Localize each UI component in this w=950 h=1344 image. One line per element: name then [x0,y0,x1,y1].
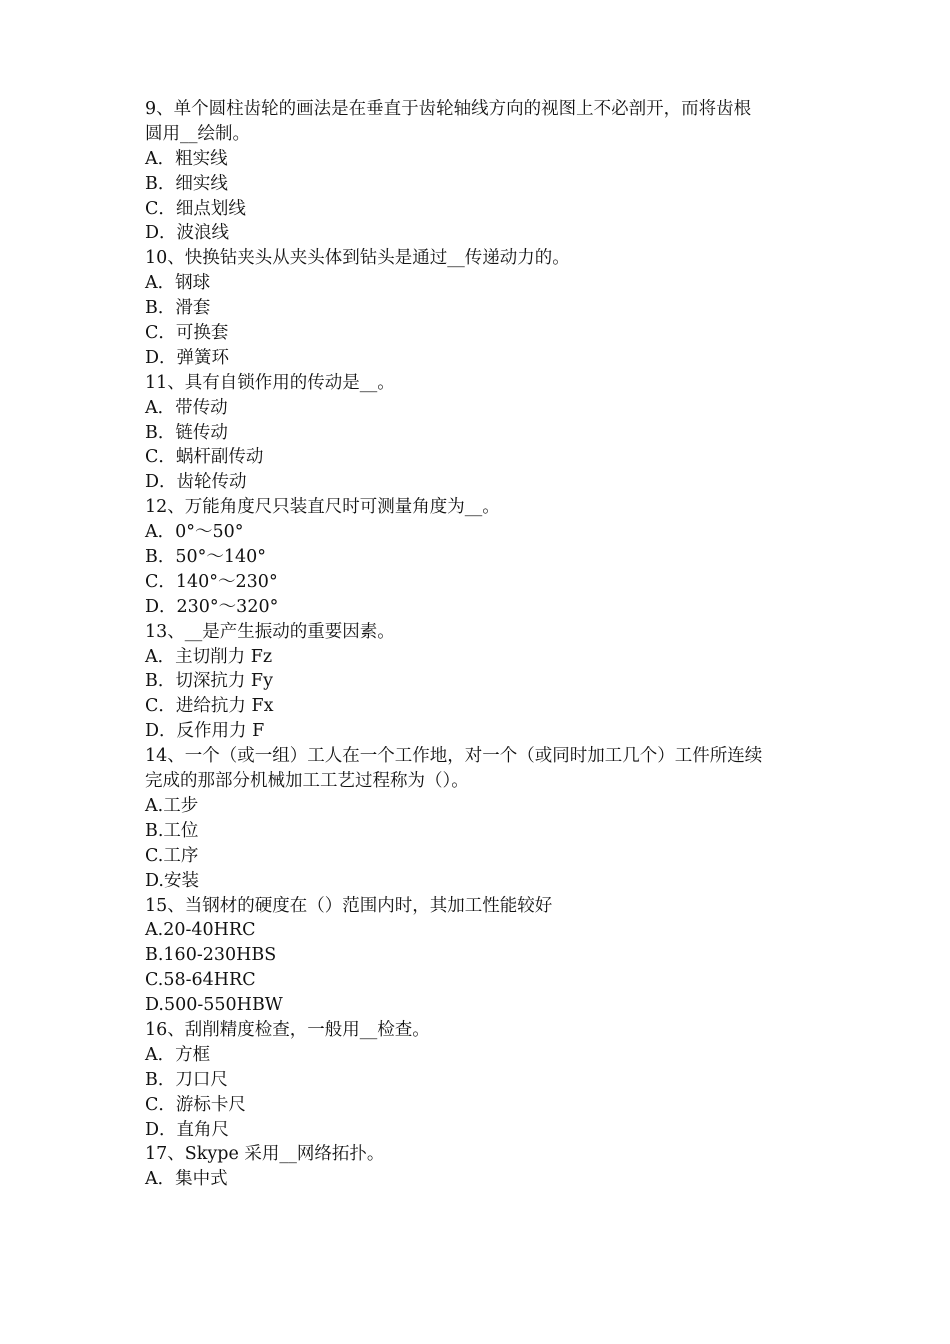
q15-option-c: C.58-64HRC [145,970,256,991]
q13-option-c: C．进给抗力 Fx [145,696,274,717]
q9-stem-line-1: 9、单个圆柱齿轮的画法是在垂直于齿轮轴线方向的视图上不必剖开，而将齿根 [145,99,752,119]
q12-option-a: A．0°～50° [145,522,244,543]
q14-option-b: B.工位 [145,820,199,841]
q15-option-a: A.20-40HRC [145,920,256,941]
q13-stem: 13、__是产生振动的重要因素。 [145,621,395,642]
q11-option-d: D．齿轮传动 [145,472,247,493]
q12-stem: 12、万能角度尺只装直尺时可测量角度为__。 [145,497,500,518]
q9-option-a: A．粗实线 [145,148,228,169]
q10-option-d: D．弹簧环 [145,347,230,368]
q13-option-a: A．主切削力 Fz [145,646,273,667]
q15-option-d: D.500-550HBW [145,995,283,1016]
q12-option-c: C．140°～230° [145,571,278,592]
q15-option-b: B.160-230HBS [145,945,277,966]
q14-option-c: C.工序 [145,845,199,866]
q9-option-d: D．波浪线 [145,223,230,244]
q10-stem: 10、快换钻夹头从夹头体到钻头是通过__传递动力的。 [145,248,570,269]
q17-option-a: A．集中式 [145,1169,228,1190]
document-body [145,97,835,1192]
q10-option-a: A．钢球 [145,273,211,294]
q14-option-a: A.工步 [145,795,199,816]
q16-option-c: C．游标卡尺 [145,1094,246,1115]
q10-option-c: C．可换套 [145,323,229,344]
q9-stem-line-2: 圆用__绘制。 [145,123,250,144]
q14-stem-line-1: 14、一个（或一组）工人在一个工作地，对一个（或同时加工几个）工件所连续 [145,746,763,767]
q11-option-b: B．链传动 [145,422,228,443]
q17-stem: 17、Skype 采用__网络拓扑。 [145,1144,385,1165]
q16-stem: 16、刮削精度检查，一般用__检查。 [145,1019,430,1040]
q10-option-b: B．滑套 [145,298,211,319]
q13-option-b: B．切深抗力 Fy [145,671,273,692]
q11-option-a: A．带传动 [145,397,228,418]
q11-stem: 11、具有自锁作用的传动是__。 [145,372,395,393]
q16-option-d: D．直角尺 [145,1119,230,1140]
q15-stem: 15、当钢材的硬度在（）范围内时，其加工性能较好 [145,895,553,916]
q12-option-d: D．230°～320° [145,596,279,617]
q9-option-b: B．细实线 [145,173,228,194]
q14-stem-line-2: 完成的那部分机械加工工艺过程称为（）。 [145,771,469,792]
q13-option-d: D．反作用力 F [145,721,265,742]
q14-option-d: D.安装 [145,870,199,891]
q16-option-b: B．刀口尺 [145,1069,228,1090]
q11-option-c: C．蜗杆副传动 [145,447,264,468]
q9-option-c: C．细点划线 [145,198,246,219]
q12-option-b: B．50°～140° [145,547,267,568]
q16-option-a: A．方框 [145,1044,211,1065]
